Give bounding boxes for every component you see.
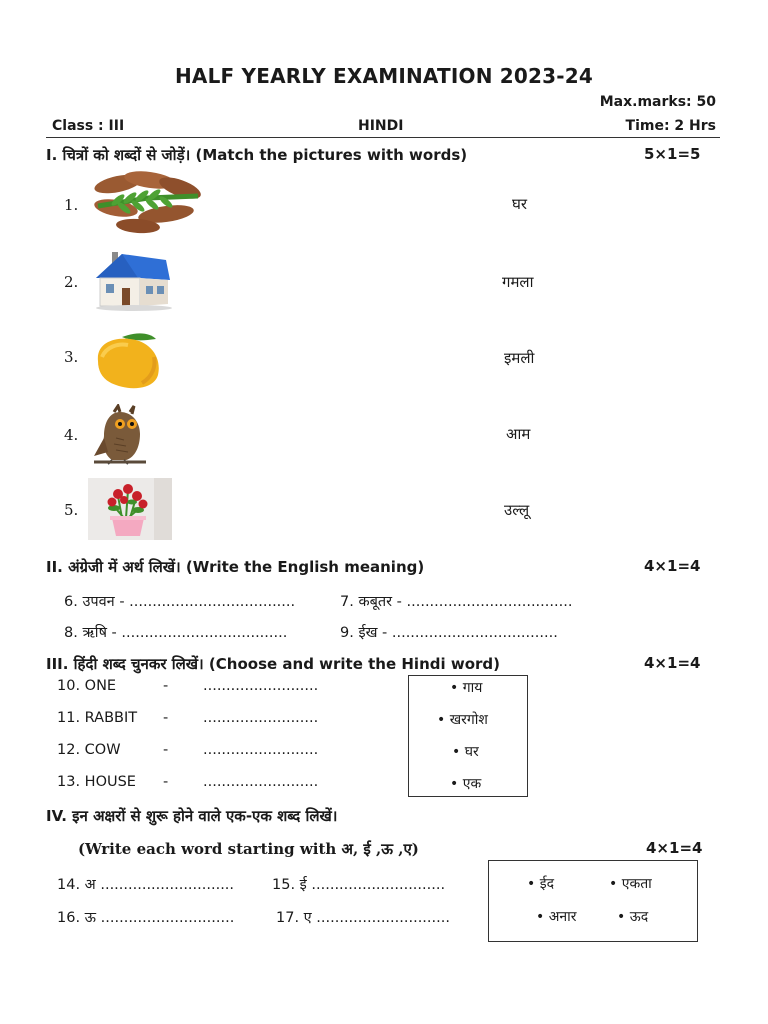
word-bank-option: • ऊद [617,909,649,925]
letter-question: 15. ई ............................. [272,877,446,893]
choose-question-dash: - [163,742,169,758]
owl-picture [90,404,150,466]
tamarind-picture [88,168,208,238]
house-picture [92,248,172,312]
letter-question: 17. ए ............................. [276,910,450,926]
section3-heading: III. हिंदी शब्द चुनकर लिखें। (Choose and write the Hindi word) [46,655,500,673]
choose-question-dash: - [163,774,169,790]
section1-heading: I. चित्रों को शब्दों से जोड़ें। (Match the pictures with words) [46,146,468,164]
letter-question: 16. ऊ ............................. [57,910,235,926]
meaning-question: 9. ईख - .................................... [340,625,558,641]
item-number: 2. [64,273,79,291]
choose-question-blank: ......................... [203,710,319,726]
item-number: 5. [64,501,79,519]
choose-question-blank: ......................... [203,774,319,790]
word-bank-option: • अनार [536,909,577,925]
header-divider [46,137,720,138]
word-bank-option: • एकता [609,876,652,892]
item-number: 4. [64,426,79,444]
choose-question-blank: ......................... [203,678,319,694]
letter-question: 14. अ ............................. [57,877,235,893]
meaning-question: 7. कबूतर - .................................... [340,594,573,610]
max-marks: Max.marks: 50 [599,94,716,110]
choose-question-label: 11. RABBIT [57,710,138,726]
flowerpot-picture [88,478,172,540]
meaning-question: 6. उपवन - .................................... [64,594,296,610]
match-word: घर [512,195,528,213]
word-bank-option: • खरगोश [437,712,488,728]
section4-marks: 4×1=4 [646,839,703,857]
match-word: उल्लू [504,501,530,519]
section1-marks: 5×1=5 [644,145,701,163]
item-number: 1. [64,196,79,214]
subject-label: HINDI [358,118,404,134]
meaning-question: 8. ऋषि - .................................... [64,625,288,641]
choose-question-blank: ......................... [203,742,319,758]
mango-picture [92,327,164,391]
word-bank-box [488,860,698,942]
section2-marks: 4×1=4 [644,557,701,575]
match-word: गमला [502,273,534,291]
class-label: Class : III [52,118,125,134]
match-word: आम [506,425,531,443]
choose-question-dash: - [163,678,169,694]
section2-heading: II. अंग्रेजी में अर्थ लिखें। (Write the English meaning) [46,558,425,576]
choose-question-label: 13. HOUSE [57,774,136,790]
word-bank-option: • एक [450,776,482,792]
match-word: इमली [504,349,535,367]
choose-question-label: 12. COW [57,742,121,758]
choose-question-dash: - [163,710,169,726]
time-label: Time: 2 Hrs [625,118,716,134]
exam-title: HALF YEARLY EXAMINATION 2023-24 [174,64,594,88]
word-bank-option: • घर [452,744,479,760]
section4-heading: IV. इन अक्षरों से शुरू होने वाले एक-एक शब्द लिखें। [46,807,338,825]
word-bank-option: • ईद [527,876,555,892]
section4-subheading: (Write each word starting with अ, ई ,ऊ ,ए) [78,840,419,858]
word-bank-option: • गाय [450,680,483,696]
item-number: 3. [64,348,79,366]
choose-question-label: 10. ONE [57,678,117,694]
section3-marks: 4×1=4 [644,654,701,672]
